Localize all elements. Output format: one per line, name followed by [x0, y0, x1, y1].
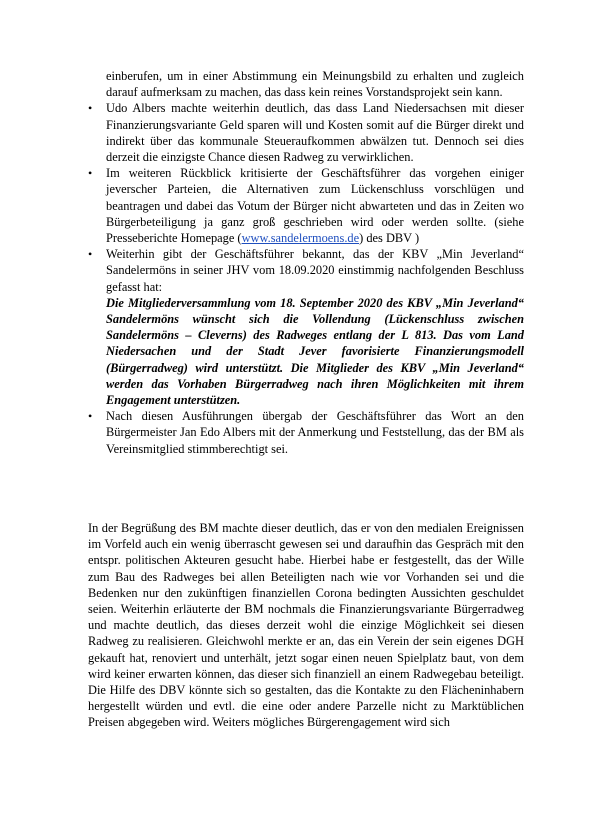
- bullet-list: [88, 68, 524, 457]
- list-item: [88, 246, 524, 408]
- homepage-link[interactable]: www.sandelermoens.de: [241, 231, 360, 246]
- bullet-text: einberufen, um in einer Abstimmung ein Meinungsbild zu erhalten und zugleich darauf aufmerksam zu machen, das dass kein reines Vorstandsprojekt sein kann.: [106, 69, 524, 100]
- resolution-quote: Die Mitgliederversammlung vom 18. September 2020 des KBV „Min Jeverland“ Sandelermöns wünscht sich die Vollendung (Lückenschluss zwischen Sandelermöns – Cleverns) des Radweges entlang der L 813. Das vom Land Niedersachen und der Stadt Jever favorisierte Finanzierungsmodell (Bürgerradweg) wird unterstützt. Die Mitglieder des KBV „Min Jeverland“ werden das Vorhaben Bürgerradweg nach ihren Möglichkeiten mit ihrem Engagement unterstützen.: [106, 295, 524, 408]
- bullet-text: Udo Albers machte weiterhin deutlich, das dass Land Niedersachsen mit dieser Finanzierungsvariante Geld sparen will und Kosten somit auf die Bürger direkt und indirekt über das kommunale Steueraufkommen abwälzen tut. Dennoch sei dies derzeit die einzigste Chance diesen Radweg zu verwirklichen.: [106, 101, 524, 165]
- list-item: [88, 100, 524, 165]
- body-paragraph: In der Begrüßung des BM machte dieser deutlich, das er von den medialen Ereignissen im Vorfeld auch ein wenig überrascht gewesen sei und daraufhin das Gespräch mit den entspr. politischen Akteuren gesucht habe. Hierbei habe er festgestellt, das der Wille zum Bau des Radweges bei allen Beteiligten nach wie vor Vorhanden sei und die Bedenken nur den zukünftigen finanziellen Corona bedingten Aussichten geschuldet seien. Weiterhin erläuterte der BM nochmals die Finanzierungsvariante Bürgerradweg und machte deutlich, das dieses derzeit wohl die einzige Möglichkeit sei diesen Radweg zu realisieren. Gleichwohl merkte er an, das ein Verein der sein eigenes DGH gekauft hat, renoviert und unterhält, jetzt sogar einen neuen Spielplatz baut, von dem wird keiner erwarten können, das dieser sich finanziell an einem Radwegebau beteiligt. Die Hilfe des DBV könnte sich so gestalten, das die Kontakte zu den Flächeninhabern hergestellt würden und evtl. die eine oder andere Parzelle nicht zu Marktüblichen Preisen abgegeben wird. Weiters mögliches Bürgerengagement wird sich: [88, 521, 524, 730]
- bullet-text: Im weiteren Rückblick kritisierte der Geschäftsführer das vorgehen einiger jeverscher Parteien, die Alternativen zum Lückenschluss vorschlügen und beantragen und dabei das Votum der Bürger nicht abwarteten und das in Zeiten wo Bürgerbeteiligung ja ganz groß geschrieben wird oder werden sollte. (siehe Presseberichte Homepage (: [106, 166, 524, 246]
- bullet-marker-icon: •: [88, 409, 93, 424]
- bullet-text-suffix: ) des DBV ): [359, 231, 420, 246]
- list-item: [88, 165, 524, 246]
- bullet-text: Weiterhin gibt der Geschäftsführer bekannt, das der KBV „Min Jeverland“ Sandelermöns in seiner JHV vom 18.09.2020 einstimmig nachfolgenden Beschluss gefasst hat:: [106, 247, 524, 294]
- bullet-text: Nach diesen Ausführungen übergab der Geschäftsführer das Wort an den Bürgermeister Jan Edo Albers mit der Anmerkung und Feststellung, das der BM als Vereinsmitglied stimmberechtigt sei.: [106, 409, 524, 456]
- list-item: [88, 408, 524, 457]
- list-item: [88, 68, 524, 100]
- bullet-marker-icon: •: [88, 101, 93, 116]
- bullet-marker-icon: •: [88, 247, 93, 262]
- bullet-marker-icon: •: [88, 166, 93, 181]
